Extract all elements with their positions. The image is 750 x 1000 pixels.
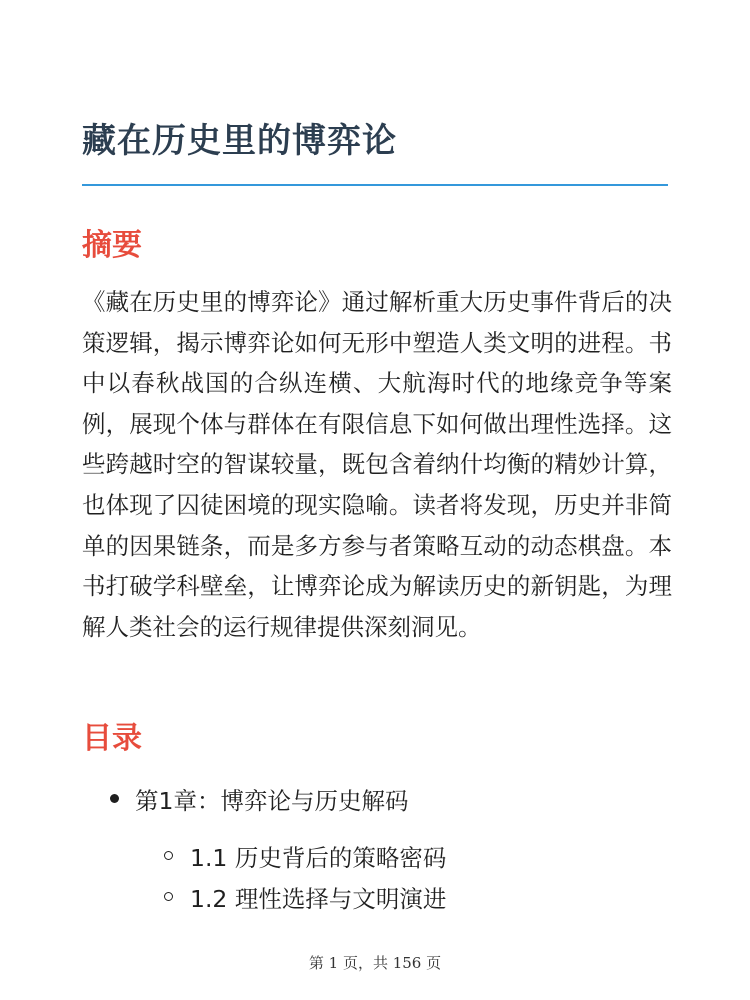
- toc-heading: 目录: [82, 721, 142, 756]
- toc-item-section-1-1[interactable]: 1.1 历史背后的策略密码: [190, 844, 447, 872]
- toc-item-chapter-1[interactable]: 第1章：博弈论与历史解码: [135, 787, 409, 815]
- toc-item-section-1-2[interactable]: 1.2 理性选择与文明演进: [190, 885, 447, 913]
- bullet-circle-icon: [164, 851, 173, 860]
- bullet-disc-icon: [110, 794, 119, 803]
- abstract-heading: 摘要: [82, 228, 142, 263]
- bullet-circle-icon: [164, 892, 173, 901]
- title-divider: [82, 184, 668, 186]
- abstract-paragraph: 《藏在历史里的博弈论》通过解析重大历史事件背后的决策逻辑，揭示博弈论如何无形中塑造人类文明的进程。书中以春秋战国的合纵连横、大航海时代的地缘竞争等案例，展现个体与群体在有限信息下如何做出理性选择。这些跨越时空的智谋较量，既包含着纳什均衡的精妙计算，也体现了囚徒困境的现实隐喻。读者将发现，历史并非简单的因果链条，而是多方参与者策略互动的动态棋盘。本书打破学科壁垒，让博弈论成为解读历史的新钥匙，为理解人类社会的运行规律提供深刻洞见。: [82, 288, 672, 641]
- page-footer: 第 1 页，共 156 页: [308, 954, 442, 972]
- document-title: 藏在历史里的博弈论: [82, 121, 397, 161]
